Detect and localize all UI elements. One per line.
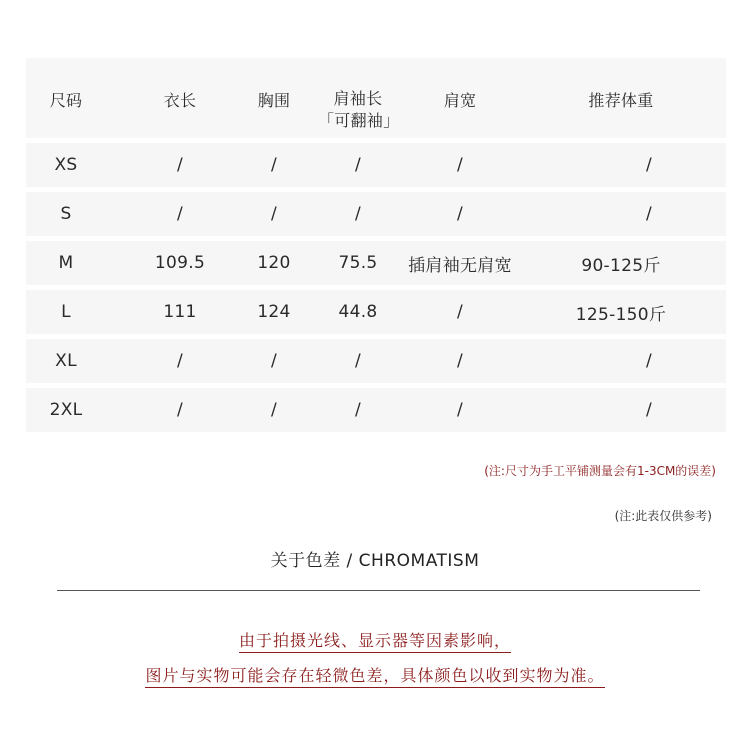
size-table bbox=[26, 58, 726, 437]
cell-weight: 125-150斤 bbox=[575, 304, 667, 325]
cell-length: / bbox=[176, 204, 184, 224]
header-shoulder-sleeve-sub: 「可翻袖」 bbox=[318, 111, 400, 130]
disclaimer-line-1-text: 由于拍摄光线、显示器等因素影响， bbox=[239, 631, 511, 653]
header-shoulder-width: 肩宽 bbox=[443, 91, 477, 110]
cell-weight: 90-125斤 bbox=[581, 255, 661, 276]
cell-chest: 124 bbox=[257, 302, 291, 322]
cell-chest: 120 bbox=[257, 253, 291, 273]
divider bbox=[57, 590, 700, 591]
cell-shoulder-sleeve: / bbox=[354, 155, 362, 175]
cell-length: 111 bbox=[163, 302, 197, 322]
cell-size: M bbox=[58, 253, 74, 273]
cell-shoulder-width: / bbox=[456, 155, 464, 175]
table-header-row bbox=[26, 58, 726, 138]
cell-chest: / bbox=[270, 400, 278, 420]
header-shoulder-sleeve bbox=[318, 58, 398, 138]
header-size: 尺码 bbox=[49, 91, 83, 110]
cell-shoulder-width: / bbox=[456, 204, 464, 224]
cell-chest: / bbox=[270, 351, 278, 371]
cell-weight: / bbox=[645, 400, 652, 420]
table-row bbox=[26, 192, 726, 236]
cell-shoulder-sleeve: / bbox=[354, 204, 362, 224]
cell-weight: / bbox=[645, 204, 652, 224]
cell-size: 2XL bbox=[49, 400, 83, 420]
table-row bbox=[26, 241, 726, 285]
cell-shoulder-width: / bbox=[456, 351, 464, 371]
cell-length: / bbox=[176, 351, 184, 371]
cell-length: / bbox=[176, 155, 184, 175]
cell-size: L bbox=[61, 302, 71, 322]
cell-length: / bbox=[176, 400, 184, 420]
cell-size: S bbox=[60, 204, 72, 224]
header-length: 衣长 bbox=[163, 91, 197, 110]
table-row bbox=[26, 339, 726, 383]
cell-chest: / bbox=[270, 204, 278, 224]
chromatism-title: 关于色差 / CHROMATISM bbox=[270, 551, 480, 571]
disclaimer-line-1 bbox=[0, 628, 750, 651]
header-chest: 胸围 bbox=[257, 91, 291, 110]
cell-shoulder-sleeve: / bbox=[354, 351, 362, 371]
cell-shoulder-width: / bbox=[456, 302, 464, 322]
cell-chest: / bbox=[270, 155, 278, 175]
cell-shoulder-sleeve: / bbox=[354, 400, 362, 420]
cell-shoulder-sleeve: 75.5 bbox=[338, 253, 378, 273]
disclaimer-line-2 bbox=[0, 663, 750, 686]
cell-shoulder-width: / bbox=[456, 400, 464, 420]
cell-length: 109.5 bbox=[154, 253, 206, 273]
cell-size: XL bbox=[55, 351, 77, 371]
header-weight: 推荐体重 bbox=[588, 91, 654, 110]
disclaimer-line-2-text: 图片与实物可能会存在轻微色差，具体颜色以收到实物为准。 bbox=[145, 666, 604, 688]
cell-weight: / bbox=[645, 155, 652, 175]
table-row bbox=[26, 143, 726, 187]
cell-weight: / bbox=[645, 351, 652, 371]
table-row bbox=[26, 290, 726, 334]
cell-shoulder-sleeve: 44.8 bbox=[338, 302, 378, 322]
cell-shoulder-width: 插肩袖无肩宽 bbox=[408, 255, 512, 276]
cell-size: XS bbox=[54, 155, 78, 175]
table-row bbox=[26, 388, 726, 432]
header-shoulder-sleeve-label: 肩袖长 bbox=[333, 89, 383, 108]
measurement-note: (注:尺寸为手工平铺测量会有1-3CM的误差) bbox=[484, 464, 716, 478]
reference-note: (注:此表仅供参考) bbox=[614, 509, 712, 523]
